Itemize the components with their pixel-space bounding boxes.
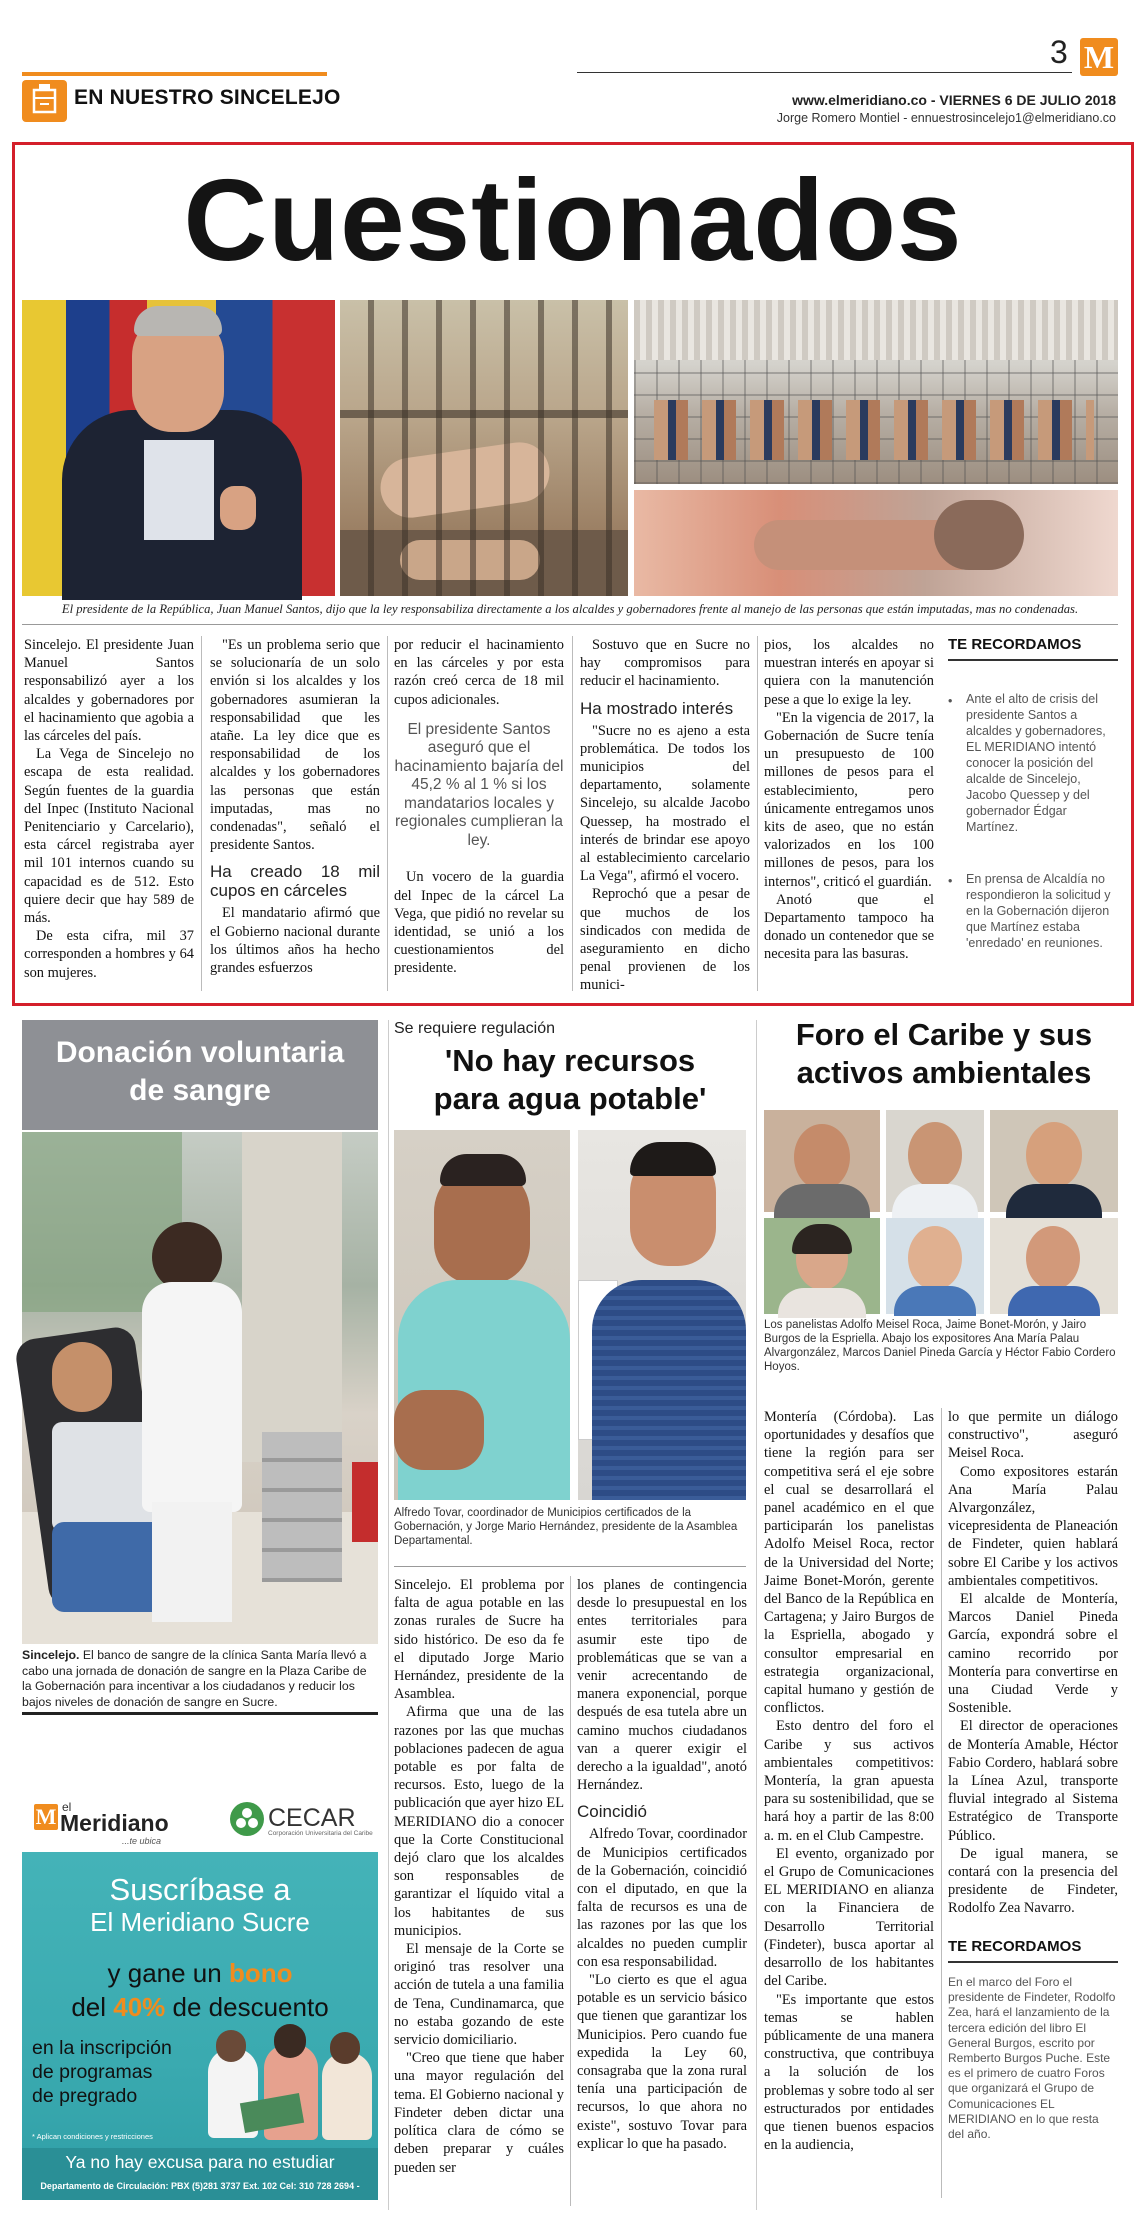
cecar-name: CECAR	[268, 1804, 356, 1832]
ad-offer: y gane un bono del 40% de descuento	[71, 1958, 329, 2022]
paragraph: pios, los alcaldes no muestran interés en apoyar si quiera con la manutención pese a que lo exige la ley.	[764, 637, 934, 708]
recordamos-text: En el marco del Foro el presidente de Findeter, Rodolfo Zea, hará el lanzamiento de la tercera edición del libro El General Burgos, escrito por Remberto Burgos Puche. Este es el primero de cuatro Foros que organizará el Grupo de Comunicaciones EL MERIDIANO en lo que resta del año.	[948, 1975, 1116, 2142]
paragraph: Montería (Córdoba). Las oportunidades y desafíos que tiene la región para ser competitiva será el eje sobre el cual se desarrollará el panel académico en el que participarán los panelistas Adolfo Meisel Roca, rector de la Universidad del Norte; Jaime Bonet-Morón, gerente del Banco de la República en Cartagena; y Jairo Burgos de la Espriella, abogado y consultor empresarial en estrategia organizacional, capital humano y gestión de conflictos.	[764, 1409, 934, 1717]
paragraph: De igual manera, se contará con la presencia del presidente de Findeter, Rodolfo Zea Navarro.	[948, 1845, 1118, 1917]
paragraph: "Es importante que estos temas se hablen públicamente de una manera constructiva, que contribuya a la solución de los problemas y sobre todo al ser estructurados por entidades que tienen buenos espacios en la audiencia,	[764, 1991, 934, 2154]
paragraph: "Sucre no es ajeno a esta problemática. De todos los municipios del departamento, solamente Sincelejo, su alcalde Jacobo Quessep, ha mostrado el interés de brindar ese apoyo al establecimiento carcelario La Vega", afirmó el vocero.	[580, 722, 750, 885]
header-top-rule	[577, 72, 1072, 73]
water-photo-caption: Alfredo Tovar, coordinador de Municipios certificados de la Gobernación, y Jorge Mario Hernández, presidente de la Asamblea Departamental.	[394, 1507, 738, 1547]
column-divider	[570, 1576, 571, 2206]
paragraph: "Creo que tiene que haber una mayor regulación del tema. El Gobierno nacional y Findeter deben dictar una política clara de cómo se deben preparar y cuáles pueden ser	[394, 2050, 564, 2176]
ad-logo-tag: ...te ubica	[122, 1836, 162, 1846]
paragraph: El director de operaciones de Montería Amable, Héctor Fabio Cordero, hablará sobre la Línea Azul, transporte fluvial integrado al Sistema Estratégico de Transporte Público.	[948, 1718, 1118, 1844]
paragraph: Sincelejo. El problema por falta de agua potable en las zonas rurales de Sucre ha sido histórico. De eso da fe el diputado Jorge Mario Hernández, presidente de la Asamblea.	[394, 1577, 564, 1703]
ad-logo-el: el	[62, 1800, 72, 1814]
column-divider	[941, 1408, 942, 2198]
subhead: Coincidió	[577, 1802, 647, 1822]
column-divider	[201, 636, 202, 991]
forum-col-a	[764, 1408, 934, 2154]
paragraph: El mandatario afirmó que el Gobierno nacional durante los últimos años ha hecho grandes esfuerzos	[210, 905, 380, 977]
page-number: 3	[1050, 34, 1068, 70]
main-photo-caption: El presidente de la República, Juan Manuel Santos, dijo que la ley responsabiliza directamente a los alcaldes y gobernadores frente al manejo de las personas que están imputadas, mas no condenadas.	[61, 602, 1079, 616]
header-orange-rule	[22, 72, 327, 76]
paragraph: Un vocero de la guardia del Inpec de la cárcel La Vega, que pidió no revelar su identidad, se unió a los cuestionamientos del presidente.	[394, 869, 564, 977]
paragraph: por reducir el hacinamiento en las cárceles y por esta razón creó cerca de 18 mil cupos adicionales.	[394, 637, 564, 708]
bullet-icon: •	[948, 694, 953, 708]
column-divider	[387, 636, 388, 991]
recordamos-title: TE RECORDAMOS	[948, 1938, 1118, 1963]
paragraph: Reprochó que a pesar de que muchos de los sindicados con medida de aseguramiento en dicho penal provienen de los munici-	[580, 886, 750, 994]
paragraph: De esta cifra, mil 37 corresponden a hombres y 64 son mujeres.	[24, 928, 194, 981]
paragraph: Anotó que el Departamento tampoco ha donado un contenedor que se necesita para las basuras.	[764, 891, 934, 963]
bullet-icon: •	[948, 874, 953, 888]
subhead: Ha creado 18 mil cupos en cárceles	[210, 862, 380, 901]
meridiano-logo-icon: M	[1080, 38, 1118, 76]
column-divider	[756, 1020, 757, 2210]
paragraph: "Lo cierto es que el agua potable es un servicio básico que tienen que garantizar los Municipios. Pero cuando fue expedida la Ley 60, consagraba que la zona rural tenía una participación de recursos, lo que ahora no existe", sostuvo Tovar para explicar lo que ha pasado.	[577, 1972, 747, 2152]
caption-rule	[22, 624, 1118, 625]
main-col-5	[764, 636, 934, 964]
prison-yard-photo	[634, 300, 1118, 484]
section-icon	[22, 80, 67, 122]
subhead: Ha mostrado interés	[580, 698, 734, 718]
forum-recordamos-box	[948, 1938, 1118, 2142]
paragraph: Como expositores estarán Ana María Palau Alvargonzález, vicepresidenta de Planeación de Findeter, quien hablará sobre El Caribe y los activos ambientales competitivos.	[948, 1463, 1118, 1589]
recordamos-title: TE RECORDAMOS	[948, 636, 1118, 661]
main-col-3	[394, 636, 564, 978]
tovar-photo	[394, 1130, 570, 1500]
recordamos-box	[948, 636, 1118, 951]
paragraph: lo que permite un diálogo constructivo", aseguró Meisel Roca.	[948, 1409, 1118, 1462]
main-headline: Cuestionados	[183, 155, 963, 285]
hernandez-photo	[578, 1130, 746, 1500]
paragraph: Afirma que una de las razones por las que muchas poblaciones padecen de agua potable es por falta de recursos. Esto, luego de la publicación que ayer hizo EL MERIDIANO dio a conocer que la Corte Constitucional dejó claro que los alcaldes son responsables de garantizar el líquido vital a los habitantes de sus municipios.	[394, 1704, 564, 1939]
column-divider	[572, 636, 573, 991]
subscription-ad	[22, 1790, 378, 2211]
paragraph: Alfredo Tovar, coordinador de Municipios certificados de la Gobernación, coincidió con el diputado, en que la falta de recursos es una de las razones por las que los alcaldes no pueden cumplir con esa responsabilidad.	[577, 1826, 747, 1970]
forum-col-b	[948, 1408, 1118, 1918]
headshot-burgos	[990, 1110, 1118, 1212]
prison-interior-photo	[634, 490, 1118, 596]
donation-photo	[22, 1132, 378, 1644]
ad-students-photo	[202, 2018, 378, 2144]
main-col-4	[580, 636, 750, 995]
prison-cell-photo	[340, 300, 628, 596]
headshot-meisel	[764, 1110, 880, 1212]
paragraph: El alcalde de Montería, Marcos Daniel Pineda García, expondrá sobre el camino recorrido por Montería para convertirse en una Ciudad Verde y Sostenible.	[948, 1591, 1118, 1717]
recordamos-item: • En prensa de Alcaldía no respondieron la solicitud y en la Gobernación dijeron que Martínez estaba 'enredado' en reuniones.	[948, 872, 1111, 950]
main-col-1	[24, 636, 194, 982]
site-date-line: www.elmeridiano.co - VIERNES 6 DE JULIO 2018	[792, 92, 1116, 108]
water-headline: 'No hay recursos para agua potable'	[433, 1043, 707, 1116]
water-kicker: Se requiere regulación	[394, 1020, 555, 1037]
paragraph: Sincelejo. El presidente Juan Manuel Santos responsabilizó ayer a los alcaldes y gobernadores por el hacinamiento que agobia a las cárceles del país.	[24, 637, 194, 745]
column-divider	[388, 1020, 389, 2210]
ad-contact: Departamento de Circulación: PBX (5)281 3737 Ext. 102 Cel: 310 728 2694 - Sincelejo	[22, 2176, 378, 2200]
headshot-palau	[764, 1218, 880, 1314]
headshot-cordero	[990, 1218, 1118, 1314]
cecar-subtitle: Corporación Universitaria del Caribe	[268, 1830, 373, 1837]
pull-quote: El presidente Santos aseguró que el hacinamiento bajaría del 45,2 % al 1 % si los mandatarios locales y regionales cumplieran la ley.	[394, 720, 564, 849]
water-caption-rule	[394, 1566, 746, 1567]
water-col-b	[577, 1576, 747, 2153]
donation-title: Donación voluntaria de sangre	[55, 1036, 345, 1107]
donation-caption: Sincelejo. El banco de sangre de la clínica Santa María llevó a cabo una jornada de donación de sangre en la Plaza Caribe de la Gobernación para incentivar a los ciudadanos y reducir los bajos niveles de donación de sangre en Sucre.	[22, 1648, 367, 1709]
paragraph: Sostuvo que en Sucre no hay compromisos para reducir el hacinamiento.	[580, 637, 750, 690]
donation-title-box	[22, 1020, 378, 1130]
ad-programs: en la inscripción de programas de pregrado	[32, 2037, 172, 2107]
forum-photo-caption: Los panelistas Adolfo Meisel Roca, Jaime Bonet-Morón, y Jairo Burgos de la Espriella. Abajo los expositores Ana María Palau Alvargonzález, Marcos Daniel Pineda García y Héctor Fabio Cordero Hoyos.	[764, 1319, 1116, 1373]
paragraph: El evento, organizado por el Grupo de Comunicaciones EL MERIDIANO en alianza con la Financiera de Desarrollo Territorial (Findeter), busca aportar al desarrollo de los habitantes del Caribe.	[764, 1845, 934, 1990]
paragraph: El mensaje de la Corte se originó tras resolver una acción de tutela a una familia de Tena, Cundinamarca, que no estaba gozando de este servicio domiciliario.	[394, 1941, 564, 2049]
author-line: Jorge Romero Montiel - ennuestrosincelejo1@elmeridiano.co	[776, 111, 1116, 125]
column-divider	[757, 636, 758, 991]
paragraph: Esto dentro del foro el Caribe y sus activos ambientales competitivos: Montería, la gran apuesta para su sostenibilidad, que se hará hoy a partir de las 8:00 a. m. en el Club Campestre.	[764, 1718, 934, 1844]
meridiano-ad-logo-icon: M	[35, 1804, 57, 1829]
ad-headline: Suscríbase a El Meridiano Sucre	[90, 1872, 310, 1937]
santos-photo	[22, 300, 335, 596]
paragraph: los planes de contingencia desde lo presupuestal en los entes territoriales para asumir este tipo de problemáticas que se van a venir acrecentando de manera exponencial, porque después de esa tutela abre un camino muchos ciudadanos van a querer exigir el derecho a la igualdad", anotó Hernández.	[577, 1577, 747, 1794]
headshot-pineda	[886, 1218, 984, 1314]
paragraph: "En la vigencia de 2017, la Gobernación de Sucre tenía un presupuesto de 100 millones de pesos para el establecimiento, pero únicamente entregamos unos kits de aseo, que no están valorizados en los 100 millones de pesos, para los internos", criticó el guardián.	[764, 709, 934, 890]
paragraph: "Es un problema serio que se solucionaría de un solo envión si los alcaldes y los gobernadores asumieran la responsabilidad que les atañe. La ley dice que es responsabilidad de los alcaldes y los gobernadores las personas que están imputadas, mas no condenadas", señaló el presidente Santos.	[210, 637, 380, 854]
main-col-2	[210, 636, 380, 977]
headshot-bonet	[886, 1110, 984, 1212]
forum-headline: Foro el Caribe y sus activos ambientales	[795, 1017, 1093, 1090]
donation-bottom-rule	[22, 1712, 378, 1715]
section-title: EN NUESTRO SINCELEJO	[74, 86, 341, 109]
recordamos-item: • Ante el alto de crisis del presidente Santos a alcaldes y gobernadores, EL MERIDIANO intentó conocer la posición del alcalde de Sincelejo, Jacobo Quessep y del gobernador Édgar Martínez.	[948, 692, 1106, 834]
ad-logo-name: Meridiano	[60, 1810, 169, 1836]
cecar-logo-icon	[230, 1802, 264, 1836]
paragraph: La Vega de Sincelejo no escapa de esta realidad. Según fuentes de la guardia del Inpec (Instituto Nacional Penitenciario y Carcelario), esta cárcel registraba ayer mil 101 internos cuando su capacidad es de 512. Esto quiere decir que hay 589 de más.	[24, 746, 194, 927]
water-col-a	[394, 1576, 564, 2177]
ad-fine-print: * Aplican condiciones y restricciones	[32, 2132, 153, 2141]
ad-banner: Ya no hay excusa para no estudiar	[22, 2148, 378, 2176]
